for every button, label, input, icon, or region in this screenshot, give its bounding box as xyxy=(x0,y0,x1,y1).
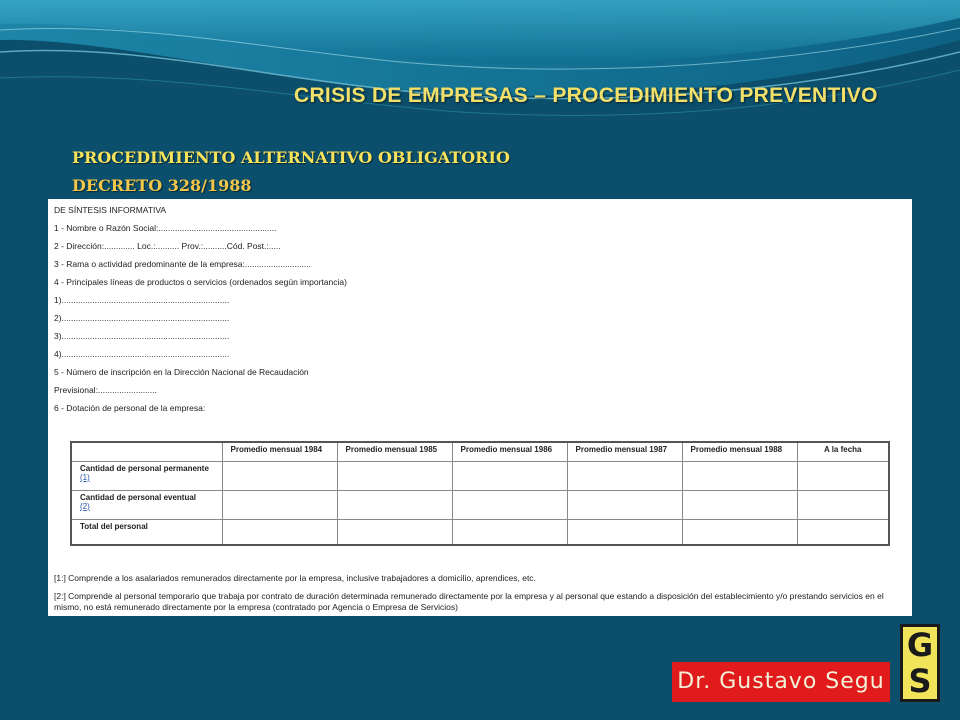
table-cell xyxy=(222,462,337,491)
table-cell xyxy=(222,520,337,546)
table-cell xyxy=(222,491,337,520)
form-line: 6 - Dotación de personal de la empresa: xyxy=(54,403,206,413)
form-document xyxy=(48,199,912,616)
table-header-1985: Promedio mensual 1985 xyxy=(337,442,452,462)
header-wave-decoration xyxy=(0,0,960,160)
table-header-a-la-fecha: A la fecha xyxy=(797,442,889,462)
form-line: 1)....................................................................... xyxy=(54,295,230,305)
form-heading: DE SÍNTESIS INFORMATIVA xyxy=(54,205,167,215)
table-cell xyxy=(452,520,567,546)
form-line: 1 - Nombre o Razón Social:.................................................. xyxy=(54,223,277,233)
table-cell xyxy=(682,520,797,546)
form-line: 2)....................................................................... xyxy=(54,313,230,323)
table-cell xyxy=(682,462,797,491)
table-header-empty xyxy=(71,442,222,462)
slide-title: CRISIS DE EMPRESAS – PROCEDIMIENTO PREVENTIVO xyxy=(294,84,878,107)
row-label-permanente: Cantidad de personal permanente (1) xyxy=(71,462,222,491)
table-cell xyxy=(797,491,889,520)
form-line: 2 - Dirección:............. Loc.:.......... Prov.:..........Cód. Post.:..... xyxy=(54,241,281,251)
table-header-1988: Promedio mensual 1988 xyxy=(682,442,797,462)
form-line: 4)....................................................................... xyxy=(54,349,230,359)
footnote-link-1[interactable]: (1) xyxy=(80,473,90,482)
table-row xyxy=(71,462,889,491)
table-cell xyxy=(452,462,567,491)
form-line: 3 - Rama o actividad predominante de la empresa:............................ xyxy=(54,259,312,269)
logo-letter-g: G xyxy=(906,626,934,664)
table-cell xyxy=(567,520,682,546)
table-header-1987: Promedio mensual 1987 xyxy=(567,442,682,462)
row-label-eventual: Cantidad de personal eventual (2) xyxy=(71,491,222,520)
form-line: 5 - Número de inscripción en la Dirección Nacional de Recaudación xyxy=(54,367,309,377)
table-cell xyxy=(797,462,889,491)
table-cell xyxy=(452,491,567,520)
form-line: 4 - Principales líneas de productos o servicios (ordenados según importancia) xyxy=(54,277,347,287)
table-header-row xyxy=(71,442,889,462)
table-cell xyxy=(682,491,797,520)
table-cell xyxy=(337,491,452,520)
table-row xyxy=(71,520,889,546)
subtitle-decree: DECRETO 328/1988 xyxy=(72,176,252,195)
footnote-2: [2:] Comprende al personal temporario que trabaja por contrato de duración determinada remunerado directamente por la empresa y al personal que estando a disposición del establecimiento y/o prestando servicios en el mismo, no está remunerado directamente por la empresa (contratado por Agencia o Empresa de Servicios) xyxy=(54,591,884,612)
footnote-link-2[interactable]: (2) xyxy=(80,502,90,511)
table-cell xyxy=(337,520,452,546)
table-cell xyxy=(567,491,682,520)
table-cell xyxy=(797,520,889,546)
gs-logo xyxy=(900,624,940,702)
signature-badge: Dr. Gustavo Segu xyxy=(672,662,890,702)
row-label-total: Total del personal xyxy=(71,520,222,546)
subtitle-procedure: PROCEDIMIENTO ALTERNATIVO OBLIGATORIO xyxy=(72,148,510,167)
table-header-1984: Promedio mensual 1984 xyxy=(222,442,337,462)
logo-letter-s: S xyxy=(908,662,932,700)
form-line: 3)....................................................................... xyxy=(54,331,230,341)
table-cell xyxy=(337,462,452,491)
form-line: Previsional:......................... xyxy=(54,385,157,395)
table-header-1986: Promedio mensual 1986 xyxy=(452,442,567,462)
footnote-1: [1:] Comprende a los asalariados remunerados directamente por la empresa, inclusive trabajadores a domicilio, aprendices, etc. xyxy=(54,573,536,583)
table-row xyxy=(71,491,889,520)
personnel-table xyxy=(70,441,890,546)
table-cell xyxy=(567,462,682,491)
